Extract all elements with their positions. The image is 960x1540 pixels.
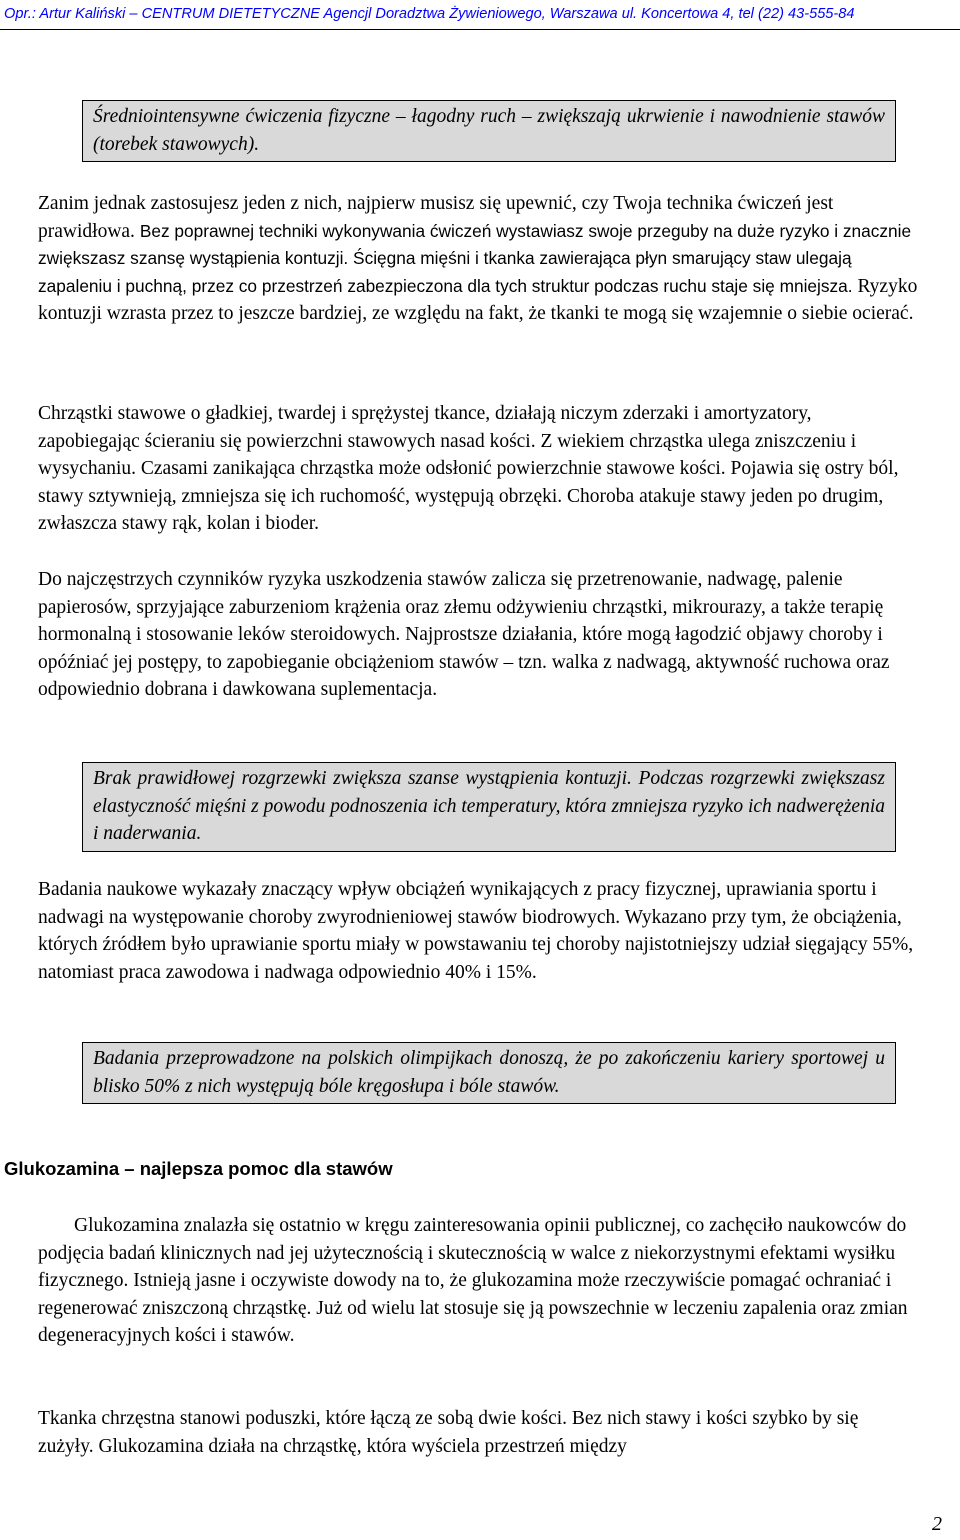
paragraph-glucosamine-intro: Glukozamina znalazła się ostatnio w kręgu zainteresowania opinii publicznej, co zachęciło naukowców do podjęcia badań klinicznych nad jej użytecznością i skutecznością w walce z niekorzystnymi efektami wysiłku fizycznego. Istnieją jasne i oczywiste dowody na to, że glukozamina może rzeczywiście pomagać ochraniać i regenerować zniszczoną chrząstkę. Już od wielu lat stosuje się ją powszechnie w leczeniu zapalenia oraz zmian degeneracyjnych kości i stawów.: [38, 1215, 908, 1347]
paragraph-technique-intro: Zanim jednak zastosujesz jeden z nich, najpierw musisz się upewnić, czy Twoja technika ćwiczeń jest prawidłowa.: [38, 193, 834, 242]
paragraph-cartilage-tissue: Tkanka chrzęstna stanowi poduszki, które łączą ze sobą dwie kości. Bez nich stawy i kości szybko by się zużyły. Glukozamina działa na chrząstkę, która wyściela przestrzeń między: [38, 1408, 859, 1457]
paragraph-risk-factors: Do najczęstrzych czynników ryzyka uszkodzenia stawów zalicza się przetrenowanie, nadwagę, palenie papierosów, sprzyjające zaburzeniom krążenia oraz złemu odżywieniu chrząstki, mikrourazy, a także terapię hormonalną i stosowanie leków steroidowych. Najprostsze działania, które mogą łagodzić objawy choroby i opóźniać jej postępy, to zapobieganie obciążeniom stawów – tzn. walka z nadwagą, aktywność ruchowa oraz odpowiednio dobrana i dawkowana suplementacja.: [38, 569, 890, 701]
paragraph-technique-outro: Ryzyko kontuzji wzrasta przez to jeszcze bardziej, ze względu na fakt, że tkanki te mogą się wzajemnie o siebie ocierać.: [38, 275, 918, 325]
callout-olympians: Badania przeprowadzone na polskich olimpijkach donoszą, że po zakończeniu kariery sportowej u blisko 50% z nich występują bóle kręgosłupa i bóle stawów.: [82, 1042, 896, 1104]
page-number: 2: [932, 1513, 942, 1535]
callout-warm-up: Brak prawidłowej rozgrzewki zwiększa szanse wystąpienia kontuzji. Podczas rozgrzewki zwiększasz elastyczność mięśni z powodu podnoszenia ich temperatury, która zmniejsza ryzyko ich nadwerężenia i naderwania.: [82, 762, 896, 852]
section-heading-glucosamine: Glukozamina – najlepsza pomoc dla stawów: [4, 1158, 393, 1179]
page-header: Opr.: Artur Kaliński – CENTRUM DIETETYCZNE Agencjl Doradztwa Żywieniowego, Warszawa ul. Koncertowa 4, tel (22) 43-555-84: [0, 0, 960, 30]
paragraph-cartilage: Chrząstki stawowe o gładkiej, twardej i sprężystej tkance, działają niczym zderzaki i amortyzatory, zapobiegając ścieraniu się powierzchni stawowych nasad kości. Z wiekiem chrząstka ulega zniszczeniu i wysychaniu. Czasami zanikająca chrząstka może odsłonić powierzchnie stawowe kości. Pojawia się ostry ból, stawy sztywnieją, zmniejsza się ich ruchomość, występują obrzęki. Choroba atakuje stawy jeden po drugim, zwłaszcza stawy rąk, kolan i bioder.: [38, 403, 899, 535]
paragraph-technique-detail: Bez poprawnej techniki wykonywania ćwiczeń wystawiasz swoje przeguby na duże ryzyko i znacznie zwiększasz szansę wystąpienia kontuzji. Ścięgna mięśni i tkanka zawierająca płyn smarujący staw ulegają zapaleniu i puchną, przez co przestrzeń zabezpieczona dla tych struktur podczas ruchu staje się mniejsza.: [38, 220, 912, 296]
callout-moderate-exercise: Średniointensywne ćwiczenia fizyczne – łagodny ruch – zwiększają ukrwienie i nawodnienie stawów (torebek stawowych).: [82, 100, 896, 162]
paragraph-research: Badania naukowe wykazały znaczący wpływ obciążeń wynikających z pracy fizycznej, uprawiania sportu i nadwagi na występowanie choroby zwyrodnieniowej stawów biodrowych. Wykazano przy tym, że obciążenia, których źródłem było uprawianie sportu miały w powstawaniu tej choroby najistotniejszy udział sięgający 55%, natomiast praca zawodowa i nadwaga odpowiednio 40% i 15%.: [38, 879, 914, 983]
